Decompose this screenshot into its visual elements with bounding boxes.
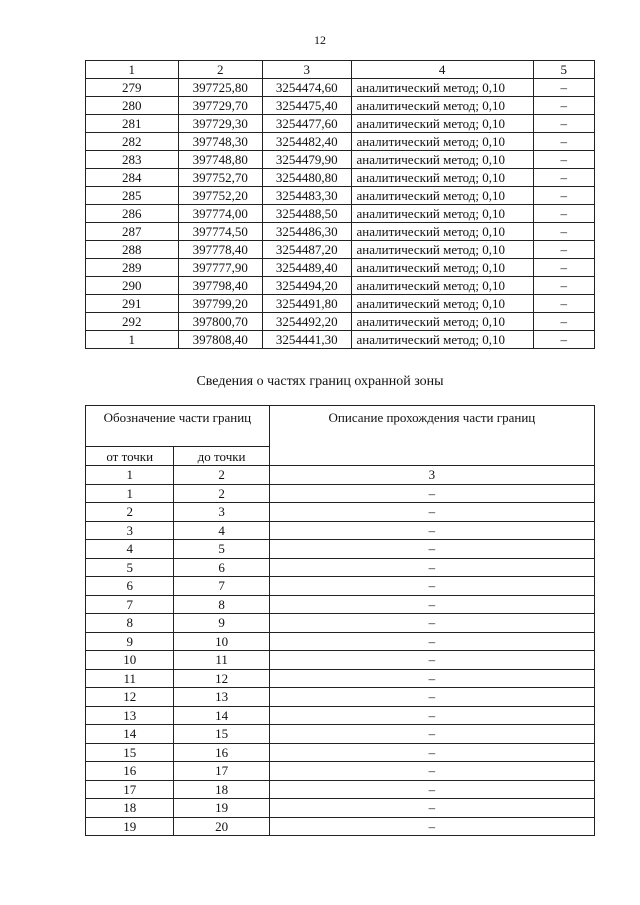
table-row bbox=[86, 540, 595, 559]
x-coordinate-cell: 397752,20 bbox=[178, 187, 262, 205]
to-point-cell: 10 bbox=[174, 632, 269, 651]
point-number-cell: 292 bbox=[86, 313, 179, 331]
description-cell: – bbox=[269, 799, 594, 818]
y-coordinate-cell: 3254491,80 bbox=[263, 295, 352, 313]
column-number-2: 2 bbox=[174, 466, 269, 485]
point-number-cell: 282 bbox=[86, 133, 179, 151]
from-point-cell: 5 bbox=[86, 558, 174, 577]
method-cell: аналитический метод; 0,10 bbox=[351, 223, 533, 241]
section-title: Сведения о частях границ охранной зоны bbox=[196, 374, 444, 389]
y-coordinate-cell: 3254477,60 bbox=[263, 115, 352, 133]
column-number-1: 1 bbox=[86, 466, 174, 485]
table-row bbox=[86, 725, 595, 744]
y-coordinate-cell: 3254489,40 bbox=[263, 259, 352, 277]
point-number-cell: 286 bbox=[86, 205, 179, 223]
table-row bbox=[86, 151, 595, 169]
description-cell: – bbox=[269, 521, 594, 540]
description-cell: – bbox=[269, 503, 594, 522]
x-coordinate-cell: 397725,80 bbox=[178, 79, 262, 97]
x-coordinate-cell: 397799,20 bbox=[178, 295, 262, 313]
table-row bbox=[86, 503, 595, 522]
from-point-header: от точки bbox=[86, 447, 174, 466]
y-coordinate-cell: 3254479,90 bbox=[263, 151, 352, 169]
table-row bbox=[86, 277, 595, 295]
description-cell: – bbox=[269, 817, 594, 836]
note-cell: – bbox=[533, 313, 594, 331]
to-point-cell: 14 bbox=[174, 706, 269, 725]
description-cell: – bbox=[269, 743, 594, 762]
note-cell: – bbox=[533, 295, 594, 313]
x-coordinate-cell: 397729,30 bbox=[178, 115, 262, 133]
column-number-3: 3 bbox=[269, 466, 594, 485]
x-coordinate-cell: 397777,90 bbox=[178, 259, 262, 277]
point-number-cell: 281 bbox=[86, 115, 179, 133]
table-row bbox=[86, 780, 595, 799]
table-row bbox=[86, 187, 595, 205]
table-row bbox=[86, 706, 595, 725]
method-cell: аналитический метод; 0,10 bbox=[351, 313, 533, 331]
method-cell: аналитический метод; 0,10 bbox=[351, 169, 533, 187]
from-point-cell: 10 bbox=[86, 651, 174, 670]
table-row bbox=[86, 205, 595, 223]
note-cell: – bbox=[533, 187, 594, 205]
x-coordinate-cell: 397752,70 bbox=[178, 169, 262, 187]
method-cell: аналитический метод; 0,10 bbox=[351, 205, 533, 223]
from-point-cell: 18 bbox=[86, 799, 174, 818]
table-row bbox=[86, 762, 595, 781]
table-row bbox=[86, 651, 595, 670]
method-cell: аналитический метод; 0,10 bbox=[351, 277, 533, 295]
table-row bbox=[86, 169, 595, 187]
column-number-4: 4 bbox=[351, 61, 533, 79]
y-coordinate-cell: 3254475,40 bbox=[263, 97, 352, 115]
description-cell: – bbox=[269, 780, 594, 799]
from-point-cell: 3 bbox=[86, 521, 174, 540]
y-coordinate-cell: 3254486,30 bbox=[263, 223, 352, 241]
description-cell: – bbox=[269, 725, 594, 744]
point-number-cell: 291 bbox=[86, 295, 179, 313]
boundary-description-header: Описание прохождения части границ bbox=[269, 406, 594, 466]
y-coordinate-cell: 3254488,50 bbox=[263, 205, 352, 223]
method-cell: аналитический метод; 0,10 bbox=[351, 241, 533, 259]
x-coordinate-cell: 397774,00 bbox=[178, 205, 262, 223]
table-row bbox=[86, 577, 595, 596]
note-cell: – bbox=[533, 259, 594, 277]
column-number-2: 2 bbox=[178, 61, 262, 79]
column-number-1: 1 bbox=[86, 61, 179, 79]
x-coordinate-cell: 397774,50 bbox=[178, 223, 262, 241]
point-number-cell: 288 bbox=[86, 241, 179, 259]
x-coordinate-cell: 397778,40 bbox=[178, 241, 262, 259]
to-point-cell: 4 bbox=[174, 521, 269, 540]
column-number-3: 3 bbox=[263, 61, 352, 79]
y-coordinate-cell: 3254487,20 bbox=[263, 241, 352, 259]
table-row bbox=[86, 313, 595, 331]
table-row bbox=[86, 799, 595, 818]
description-cell: – bbox=[269, 614, 594, 633]
y-coordinate-cell: 3254492,20 bbox=[263, 313, 352, 331]
note-cell: – bbox=[533, 241, 594, 259]
table-row bbox=[86, 331, 595, 349]
method-cell: аналитический метод; 0,10 bbox=[351, 97, 533, 115]
x-coordinate-cell: 397798,40 bbox=[178, 277, 262, 295]
note-cell: – bbox=[533, 133, 594, 151]
y-coordinate-cell: 3254441,30 bbox=[263, 331, 352, 349]
from-point-cell: 8 bbox=[86, 614, 174, 633]
table-row bbox=[86, 295, 595, 313]
description-cell: – bbox=[269, 540, 594, 559]
table-row bbox=[86, 558, 595, 577]
from-point-cell: 17 bbox=[86, 780, 174, 799]
from-point-cell: 2 bbox=[86, 503, 174, 522]
table-row bbox=[86, 484, 595, 503]
column-numbers-row bbox=[86, 466, 595, 485]
note-cell: – bbox=[533, 223, 594, 241]
note-cell: – bbox=[533, 97, 594, 115]
from-point-cell: 15 bbox=[86, 743, 174, 762]
table-row bbox=[86, 817, 595, 836]
x-coordinate-cell: 397748,80 bbox=[178, 151, 262, 169]
y-coordinate-cell: 3254480,80 bbox=[263, 169, 352, 187]
to-point-cell: 7 bbox=[174, 577, 269, 596]
from-point-cell: 14 bbox=[86, 725, 174, 744]
y-coordinate-cell: 3254482,40 bbox=[263, 133, 352, 151]
from-point-cell: 11 bbox=[86, 669, 174, 688]
method-cell: аналитический метод; 0,10 bbox=[351, 259, 533, 277]
point-number-cell: 287 bbox=[86, 223, 179, 241]
coordinates-table-body bbox=[86, 79, 595, 349]
note-cell: – bbox=[533, 115, 594, 133]
note-cell: – bbox=[533, 277, 594, 295]
y-coordinate-cell: 3254494,20 bbox=[263, 277, 352, 295]
x-coordinate-cell: 397808,40 bbox=[178, 331, 262, 349]
description-cell: – bbox=[269, 762, 594, 781]
from-point-cell: 9 bbox=[86, 632, 174, 651]
y-coordinate-cell: 3254474,60 bbox=[263, 79, 352, 97]
note-cell: – bbox=[533, 331, 594, 349]
table-header-row bbox=[86, 61, 595, 79]
table-row bbox=[86, 133, 595, 151]
table-row bbox=[86, 521, 595, 540]
to-point-cell: 17 bbox=[174, 762, 269, 781]
method-cell: аналитический метод; 0,10 bbox=[351, 295, 533, 313]
note-cell: – bbox=[533, 205, 594, 223]
from-point-cell: 6 bbox=[86, 577, 174, 596]
x-coordinate-cell: 397729,70 bbox=[178, 97, 262, 115]
from-point-cell: 7 bbox=[86, 595, 174, 614]
description-cell: – bbox=[269, 558, 594, 577]
point-number-cell: 284 bbox=[86, 169, 179, 187]
to-point-cell: 5 bbox=[174, 540, 269, 559]
coordinates-table bbox=[85, 60, 595, 349]
description-cell: – bbox=[269, 688, 594, 707]
point-number-cell: 279 bbox=[86, 79, 179, 97]
description-cell: – bbox=[269, 669, 594, 688]
description-cell: – bbox=[269, 632, 594, 651]
table-row bbox=[86, 614, 595, 633]
note-cell: – bbox=[533, 79, 594, 97]
to-point-cell: 12 bbox=[174, 669, 269, 688]
to-point-cell: 13 bbox=[174, 688, 269, 707]
point-number-cell: 290 bbox=[86, 277, 179, 295]
point-number-cell: 283 bbox=[86, 151, 179, 169]
point-number-cell: 289 bbox=[86, 259, 179, 277]
method-cell: аналитический метод; 0,10 bbox=[351, 115, 533, 133]
description-cell: – bbox=[269, 595, 594, 614]
to-point-cell: 6 bbox=[174, 558, 269, 577]
table-row bbox=[86, 632, 595, 651]
boundary-parts-table-body bbox=[86, 406, 595, 836]
to-point-cell: 18 bbox=[174, 780, 269, 799]
from-point-cell: 19 bbox=[86, 817, 174, 836]
to-point-cell: 3 bbox=[174, 503, 269, 522]
table-row bbox=[86, 241, 595, 259]
to-point-cell: 20 bbox=[174, 817, 269, 836]
to-point-cell: 8 bbox=[174, 595, 269, 614]
x-coordinate-cell: 397800,70 bbox=[178, 313, 262, 331]
point-number-cell: 280 bbox=[86, 97, 179, 115]
from-point-cell: 12 bbox=[86, 688, 174, 707]
table-row bbox=[86, 688, 595, 707]
note-cell: – bbox=[533, 169, 594, 187]
table-row bbox=[86, 97, 595, 115]
y-coordinate-cell: 3254483,30 bbox=[263, 187, 352, 205]
method-cell: аналитический метод; 0,10 bbox=[351, 331, 533, 349]
page-number: 12 bbox=[314, 33, 326, 47]
from-point-cell: 1 bbox=[86, 484, 174, 503]
from-point-cell: 4 bbox=[86, 540, 174, 559]
table-row bbox=[86, 595, 595, 614]
table-header-row bbox=[86, 406, 595, 447]
to-point-header: до точки bbox=[174, 447, 269, 466]
table-row bbox=[86, 743, 595, 762]
method-cell: аналитический метод; 0,10 bbox=[351, 151, 533, 169]
to-point-cell: 9 bbox=[174, 614, 269, 633]
description-cell: – bbox=[269, 651, 594, 670]
table-row bbox=[86, 259, 595, 277]
point-number-cell: 1 bbox=[86, 331, 179, 349]
from-point-cell: 13 bbox=[86, 706, 174, 725]
method-cell: аналитический метод; 0,10 bbox=[351, 133, 533, 151]
to-point-cell: 15 bbox=[174, 725, 269, 744]
method-cell: аналитический метод; 0,10 bbox=[351, 79, 533, 97]
to-point-cell: 2 bbox=[174, 484, 269, 503]
column-number-5: 5 bbox=[533, 61, 594, 79]
description-cell: – bbox=[269, 577, 594, 596]
boundary-parts-table bbox=[85, 405, 595, 836]
to-point-cell: 11 bbox=[174, 651, 269, 670]
point-number-cell: 285 bbox=[86, 187, 179, 205]
table-row bbox=[86, 223, 595, 241]
boundary-designation-header: Обозначение части границ bbox=[86, 406, 270, 447]
description-cell: – bbox=[269, 484, 594, 503]
to-point-cell: 16 bbox=[174, 743, 269, 762]
x-coordinate-cell: 397748,30 bbox=[178, 133, 262, 151]
note-cell: – bbox=[533, 151, 594, 169]
table-row bbox=[86, 669, 595, 688]
to-point-cell: 19 bbox=[174, 799, 269, 818]
table-row bbox=[86, 115, 595, 133]
coordinates-table-header bbox=[86, 61, 595, 79]
table-row bbox=[86, 79, 595, 97]
method-cell: аналитический метод; 0,10 bbox=[351, 187, 533, 205]
description-cell: – bbox=[269, 706, 594, 725]
from-point-cell: 16 bbox=[86, 762, 174, 781]
